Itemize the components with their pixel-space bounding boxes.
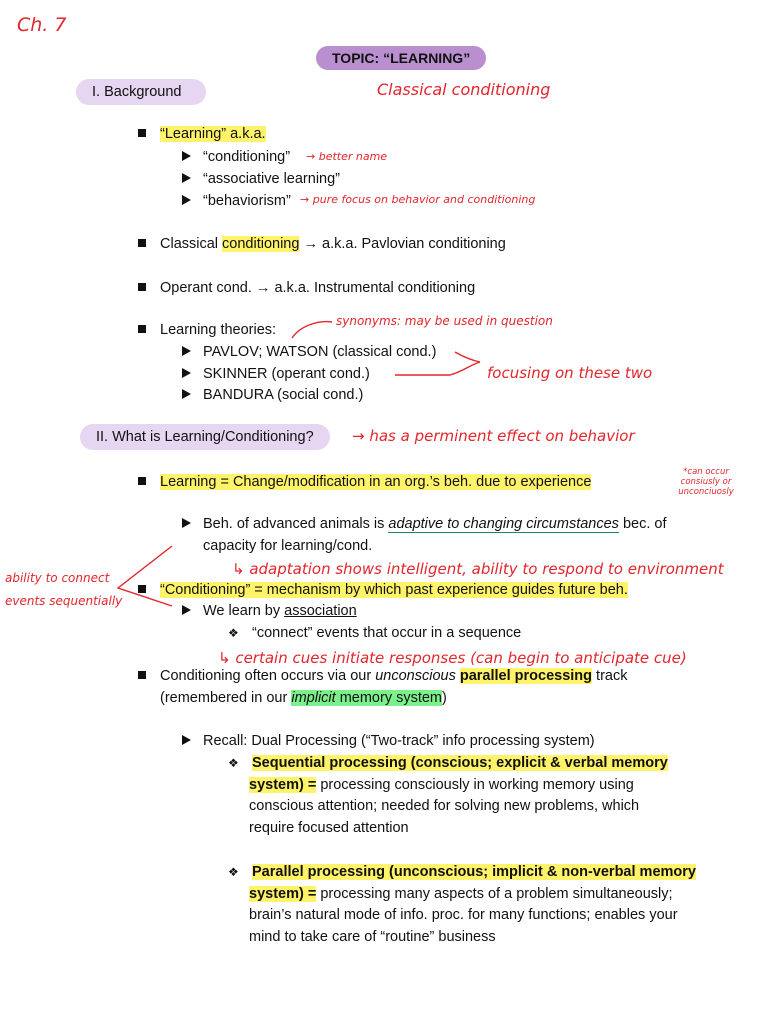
note-pure-focus: → pure focus on behavior and conditioning	[300, 193, 536, 206]
triangle-bullet	[182, 151, 191, 161]
sequential-title: ❖ Sequential processing (conscious; explicit & verbal memory	[228, 755, 668, 771]
unconscious-line: Conditioning often occurs via our unconscious parallel processing track	[138, 668, 627, 684]
operant-line: Operant cond. → a.k.a. Instrumental conditioning	[138, 280, 475, 296]
item-behaviorism: “behaviorism”	[182, 193, 291, 209]
recall-dual: Recall: Dual Processing (“Two-track” info processing system)	[182, 733, 595, 749]
triangle-bullet	[182, 605, 191, 615]
triangle-bullet	[182, 368, 191, 378]
parallel-line3: brain’s natural mode of info. proc. for many functions; enables your	[249, 907, 678, 923]
section-background: I. Background	[76, 79, 206, 105]
note-better-name: → better name	[306, 150, 388, 163]
classical-line: Classical conditioning → a.k.a. Pavlovian conditioning	[138, 236, 506, 252]
item-associative: “associative learning”	[182, 171, 340, 187]
triangle-bullet	[182, 389, 191, 399]
diamond-bullet: ❖	[228, 865, 239, 879]
note-focusing: focusing on these two	[487, 364, 653, 382]
note-can-occur: *can occur consiusly or unconciuosly	[678, 467, 734, 497]
diamond-bullet: ❖	[228, 626, 239, 640]
sequential-line2: system) = processing consciously in working memory using	[249, 777, 634, 793]
sequential-line3: conscious attention; needed for solving new problems, which	[249, 798, 640, 814]
learning-aka: “Learning” a.k.a.	[138, 126, 266, 142]
square-bullet	[138, 671, 146, 679]
section-what-is: II. What is Learning/Conditioning?	[80, 424, 330, 450]
note-certain-cues: ↳ certain cues initiate responses (can begin to anticipate cue)	[218, 649, 687, 667]
diamond-bullet: ❖	[228, 756, 239, 770]
note-synonyms: synonyms: may be used in question	[336, 314, 553, 328]
learning-def: Learning = Change/modification in an org.’s beh. due to experience	[138, 474, 591, 490]
connect-events: ❖ “connect” events that occur in a sequence	[228, 625, 522, 641]
triangle-bullet	[182, 195, 191, 205]
note-permanent: → has a perminent effect on behavior	[352, 427, 635, 445]
triangle-bullet	[182, 735, 191, 745]
square-bullet	[138, 477, 146, 485]
advanced-animals: Beh. of advanced animals is adaptive to changing circumstances bec. of	[182, 516, 666, 532]
triangle-bullet	[182, 173, 191, 183]
parallel-line2: system) = processing many aspects of a problem simultaneously;	[249, 886, 673, 902]
chapter-label: Ch. 7	[17, 14, 67, 36]
note-ability-2: events sequentially	[5, 594, 123, 608]
triangle-bullet	[182, 346, 191, 356]
square-bullet	[138, 129, 146, 137]
note-adaptation: ↳ adaptation shows intelligent, ability to respond to environment	[232, 560, 724, 578]
item-skinner: SKINNER (operant cond.)	[182, 366, 370, 382]
triangle-bullet	[182, 518, 191, 528]
item-bandura: BANDURA (social cond.)	[182, 387, 363, 403]
remembered-line: (remembered in our implicit memory system)	[160, 690, 447, 706]
sequential-line4: require focused attention	[249, 820, 409, 836]
item-pavlov: PAVLOV; WATSON (classical cond.)	[182, 344, 436, 360]
square-bullet	[138, 325, 146, 333]
parallel-line4: mind to take care of “routine” business	[249, 929, 496, 945]
parallel-title: ❖ Parallel processing (unconscious; implicit & non-verbal memory	[228, 864, 696, 880]
topic-title: TOPIC: “LEARNING”	[316, 46, 486, 70]
conditioning-def: “Conditioning” = mechanism by which past experience guides future beh.	[138, 582, 628, 598]
learn-association: We learn by association	[182, 603, 357, 619]
note-classical: Classical conditioning	[377, 80, 551, 99]
square-bullet	[138, 239, 146, 247]
square-bullet	[138, 585, 146, 593]
advanced-animals-cont: capacity for learning/cond.	[203, 538, 373, 554]
square-bullet	[138, 283, 146, 291]
brace-to-theories	[292, 322, 332, 338]
theories-line: Learning theories:	[138, 322, 276, 338]
note-ability-1: ability to connect	[5, 571, 110, 585]
item-conditioning: “conditioning”	[182, 149, 290, 165]
